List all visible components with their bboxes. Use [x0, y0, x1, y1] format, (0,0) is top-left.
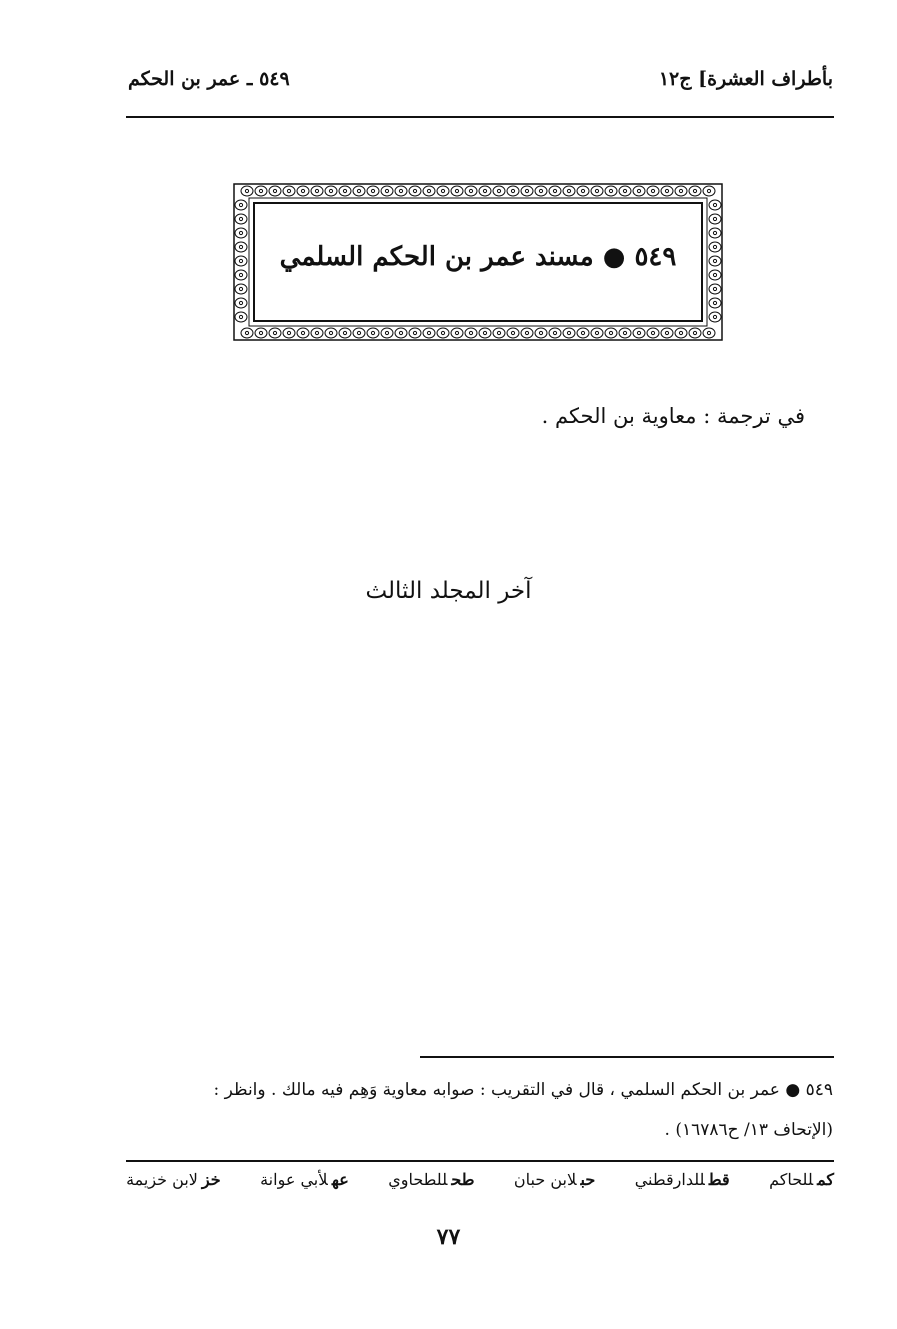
page-number: ٧٧ — [436, 1224, 461, 1250]
running-header-volume: بأطراف العشرة] ج١٢ — [658, 68, 833, 90]
section-title: ٥٤٩ ● مسند عمر بن الحكم السلمي — [279, 242, 677, 272]
abbreviations-key — [126, 1170, 834, 1189]
abbreviation-item: خزلابن خزيمة — [126, 1170, 221, 1189]
abbreviations-divider — [126, 1160, 834, 1162]
footnote-line: (الإتحاف ١٣/ ح١٦٧٨٦) . — [664, 1120, 833, 1140]
abbreviation-item: طحللطحاوي — [388, 1170, 475, 1189]
abbreviation-item: كمللحاكم — [769, 1170, 834, 1189]
abbreviation-item: عهلأبي عوانة — [260, 1170, 349, 1189]
running-header-entry: ٥٤٩ ـ عمر بن الحكم — [128, 68, 290, 90]
footnote-line: ٥٤٩ ● عمر بن الحكم السلمي ، قال في التقريب : صوابه معاوية وَهِم فيه مالك . وانظر : — [213, 1080, 833, 1100]
footnote-divider — [420, 1056, 834, 1058]
volume-end-notice: آخر المجلد الثالث — [365, 578, 532, 604]
abbreviation-item: قطللدارقطني — [634, 1170, 730, 1189]
header-divider — [126, 116, 834, 118]
abbreviation-item: حبلابن حبان — [513, 1170, 596, 1189]
cross-reference-note: في ترجمة : معاوية بن الحكم . — [541, 404, 805, 428]
